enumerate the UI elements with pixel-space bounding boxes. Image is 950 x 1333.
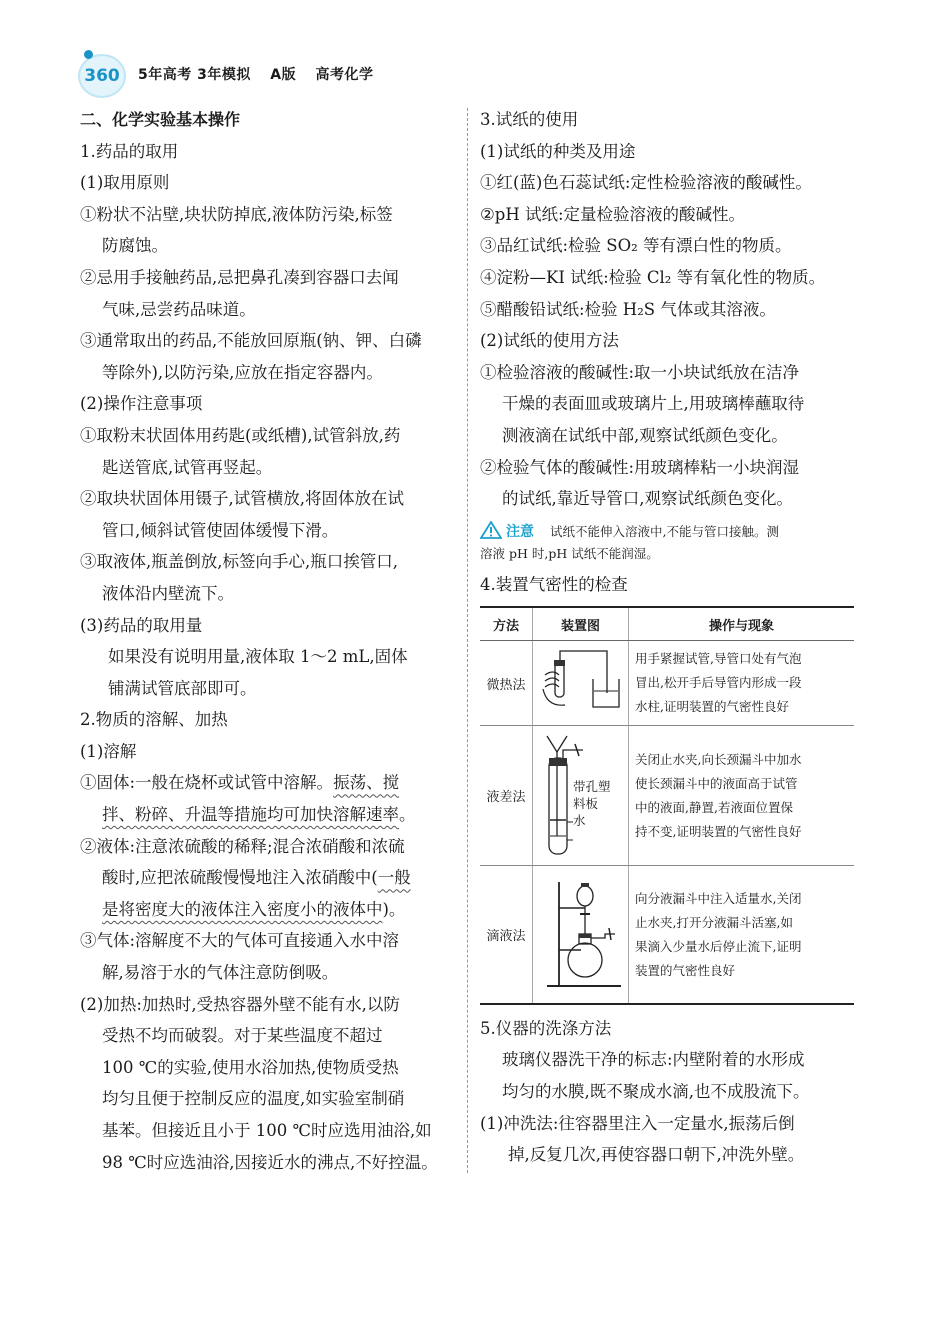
text-segment: )。 <box>382 899 406 919</box>
method-cell: 微热法 <box>480 641 533 726</box>
text-line: ③通常取出的药品,不能放回原瓶(钠、钾、白磷 <box>80 331 422 351</box>
page-number-badge <box>78 54 126 98</box>
description-line: 装置的气密性良好 <box>635 962 736 978</box>
text-line: 如果没有说明用量,液体取 1～2 mL,固体 <box>108 647 408 667</box>
text-line: 防腐蚀。 <box>102 236 168 256</box>
edition: A版 <box>270 67 297 83</box>
description-cell <box>629 641 855 726</box>
text-line: 5.仪器的洗涤方法 <box>480 1018 612 1038</box>
table-header: 装置图 <box>533 607 629 641</box>
text-line: ④淀粉—KI 试纸:检验 Cl₂ 等有氧化性的物质。 <box>480 267 826 287</box>
text-line: 液体沿内壁流下。 <box>102 583 234 603</box>
text-line: 掉,反复几次,再使容器口朝下,冲洗外壁。 <box>508 1145 805 1165</box>
text-line: ①取粉末状固体用药匙(或纸槽),试管斜放,药 <box>80 425 401 445</box>
text-line: 2.物质的溶解、加热 <box>80 710 228 730</box>
description-line: 冒出,松开手后导管内形成一段 <box>635 675 802 691</box>
description-line: 用手紧握试管,导管口处有气泡 <box>635 651 802 667</box>
note-text: 试纸不能伸入溶液中,不能与管口接触。测 <box>549 523 779 539</box>
text-line: 玻璃仪器洗干净的标志:内壁附着的水形成 <box>502 1050 805 1070</box>
text-line: 100 ℃的实验,使用水浴加热,使物质受热 <box>102 1057 399 1077</box>
description-line: 止水夹,打开分液漏斗活塞,如 <box>635 914 793 930</box>
text-line: ②pH 试纸:定量检验溶液的酸碱性。 <box>480 204 746 224</box>
microheat-apparatus-diagram <box>533 641 628 721</box>
text-line: (1)试纸的种类及用途 <box>480 141 636 161</box>
description-line: 关闭止水夹,向长颈漏斗中加水 <box>635 751 802 767</box>
text-line: (2)加热:加热时,受热容器外壁不能有水,以防 <box>80 994 400 1014</box>
text-line: ②取块状固体用镊子,试管横放,将固体放在试 <box>80 489 404 509</box>
text-line: 等除外),以防污染,应放在指定容器内。 <box>102 362 383 382</box>
text-line: (3)药品的取用量 <box>80 615 203 635</box>
diagram-label: 带孔塑 <box>573 779 611 795</box>
text-line: 均匀且便于控制反应的温度,如实验室制硝 <box>102 1089 405 1109</box>
text-line: (2)操作注意事项 <box>80 394 203 414</box>
dropping-apparatus-diagram <box>533 868 628 998</box>
description-cell <box>629 726 855 866</box>
description-cell <box>629 866 855 1004</box>
text-line: (1)取用原则 <box>80 173 170 193</box>
table-row <box>480 641 854 726</box>
diagram-label: 料板 <box>573 796 599 812</box>
method-cell: 液差法 <box>480 726 533 866</box>
text-line: ②忌用手接触药品,忌把鼻孔凑到容器口去闻 <box>80 267 399 287</box>
text-line: ②检验气体的酸碱性:用玻璃棒粘一小块润湿 <box>480 457 800 477</box>
text-line: 匙送管底,试管再竖起。 <box>102 457 273 477</box>
text-line: 基苯。但接近且小于 100 ℃时应选用油浴,如 <box>102 1121 432 1140</box>
text-line: ①检验溶液的酸碱性:取一小块试纸放在洁净 <box>480 362 800 382</box>
text-line: 3.试纸的使用 <box>480 110 579 129</box>
table-row <box>480 866 854 1004</box>
text-line <box>80 894 456 926</box>
text-line: 受热不均而破裂。对于某些温度不超过 <box>102 1026 383 1046</box>
text-segment: 。 <box>399 805 416 825</box>
text-line: 4.装置气密性的检查 <box>480 574 628 594</box>
text-line: ③气体:溶解度不大的气体可直接通入水中溶 <box>80 931 400 951</box>
method-cell: 滴液法 <box>480 866 533 1004</box>
section-title: 二、化学实验基本操作 <box>80 110 241 129</box>
text-line: ③品红试纸:检验 SO₂ 等有漂白性的物质。 <box>480 236 792 256</box>
page-number-dot-icon <box>84 50 93 59</box>
description-line: 水柱,证明装置的气密性良好 <box>635 699 789 715</box>
text-line: 测液滴在试纸中部,观察试纸颜色变化。 <box>502 425 788 445</box>
warning-icon <box>480 521 502 539</box>
text-line: (2)试纸的使用方法 <box>480 331 619 351</box>
text-line <box>80 862 456 894</box>
note-label: 注意 <box>505 523 534 540</box>
emphasis-text: 是将密度大的液体注入密度小的液体中 <box>102 899 383 919</box>
description-line: 果滴入少量水后停止流下,证明 <box>635 938 802 954</box>
table-header-row <box>480 607 854 641</box>
text-line: ③取液体,瓶盖倒放,标签向手心,瓶口挨管口, <box>80 552 398 572</box>
text-line: 98 ℃时应选油浴,因接近水的沸点,不好控温。 <box>102 1152 438 1172</box>
text-line: ①红(蓝)色石蕊试纸:定性检验溶液的酸碱性。 <box>480 173 812 193</box>
right-column <box>480 104 860 1171</box>
table-header: 操作与现象 <box>629 607 855 641</box>
text-line: 均匀的水膜,既不聚成水滴,也不成股流下。 <box>502 1082 810 1101</box>
page-header <box>78 48 898 96</box>
text-line: 铺满试管底部即可。 <box>108 678 257 698</box>
text-line: ⑤醋酸铅试纸:检验 H₂S 气体或其溶液。 <box>480 299 776 319</box>
emphasis-text: 一般 <box>377 868 411 888</box>
diagram-label: 水 <box>573 813 586 829</box>
text-line: (1)溶解 <box>80 741 137 761</box>
text-line: (1)冲洗法:往容器里注入一定量水,振荡后倒 <box>480 1113 795 1133</box>
book-title-bar <box>138 64 387 84</box>
text-segment: 酸时,应把浓硫酸慢慢地注入浓硝酸中( <box>102 868 378 888</box>
description-line: 持不变,证明装置的气密性良好 <box>635 823 802 839</box>
note-text-line: 溶液 pH 时,pH 试纸不能润湿。 <box>480 545 659 561</box>
left-column <box>80 104 456 1178</box>
text-line: 管口,倾斜试管使固体缓慢下滑。 <box>102 520 339 540</box>
text-segment: ①固体:一般在烧杯或试管中溶解。 <box>80 773 334 793</box>
diagram-labels <box>573 778 611 829</box>
book-title: 5年高考 3年模拟 <box>138 67 251 83</box>
diagram-cell <box>533 726 629 866</box>
text-line: 解,易溶于水的气体注意防倒吸。 <box>102 963 339 983</box>
diagram-cell <box>533 641 629 726</box>
diagram-cell <box>533 866 629 1004</box>
airtightness-table <box>480 606 854 1005</box>
text-line: 1.药品的取用 <box>80 141 179 161</box>
text-line: ①粉状不沾壁,块状防掉底,液体防污染,标签 <box>80 204 393 224</box>
emphasis-text: 振荡、搅 <box>333 773 400 793</box>
description-line: 向分液漏斗中注入适量水,关闭 <box>635 890 802 906</box>
page-number: 360 <box>84 66 120 86</box>
note-block <box>480 521 860 543</box>
table-header: 方法 <box>480 607 533 641</box>
table-row <box>480 726 854 866</box>
text-line <box>80 799 456 831</box>
text-line: 的试纸,靠近导管口,观察试纸颜色变化。 <box>502 489 793 509</box>
emphasis-text: 拌、粉碎、升温等措施均可加快溶解速率 <box>102 805 399 825</box>
text-line: 干燥的表面皿或玻璃片上,用玻璃棒蘸取待 <box>502 394 805 414</box>
description-line: 中的液面,静置,若液面位置保 <box>635 799 793 815</box>
description-line: 使长颈漏斗中的液面高于试管 <box>635 775 798 791</box>
column-divider <box>467 108 468 1173</box>
text-line: ②液体:注意浓硫酸的稀释;混合浓硝酸和浓硫 <box>80 836 405 856</box>
text-line: 气味,忌尝药品味道。 <box>102 299 256 319</box>
text-line <box>80 767 456 799</box>
subject: 高考化学 <box>315 67 374 83</box>
